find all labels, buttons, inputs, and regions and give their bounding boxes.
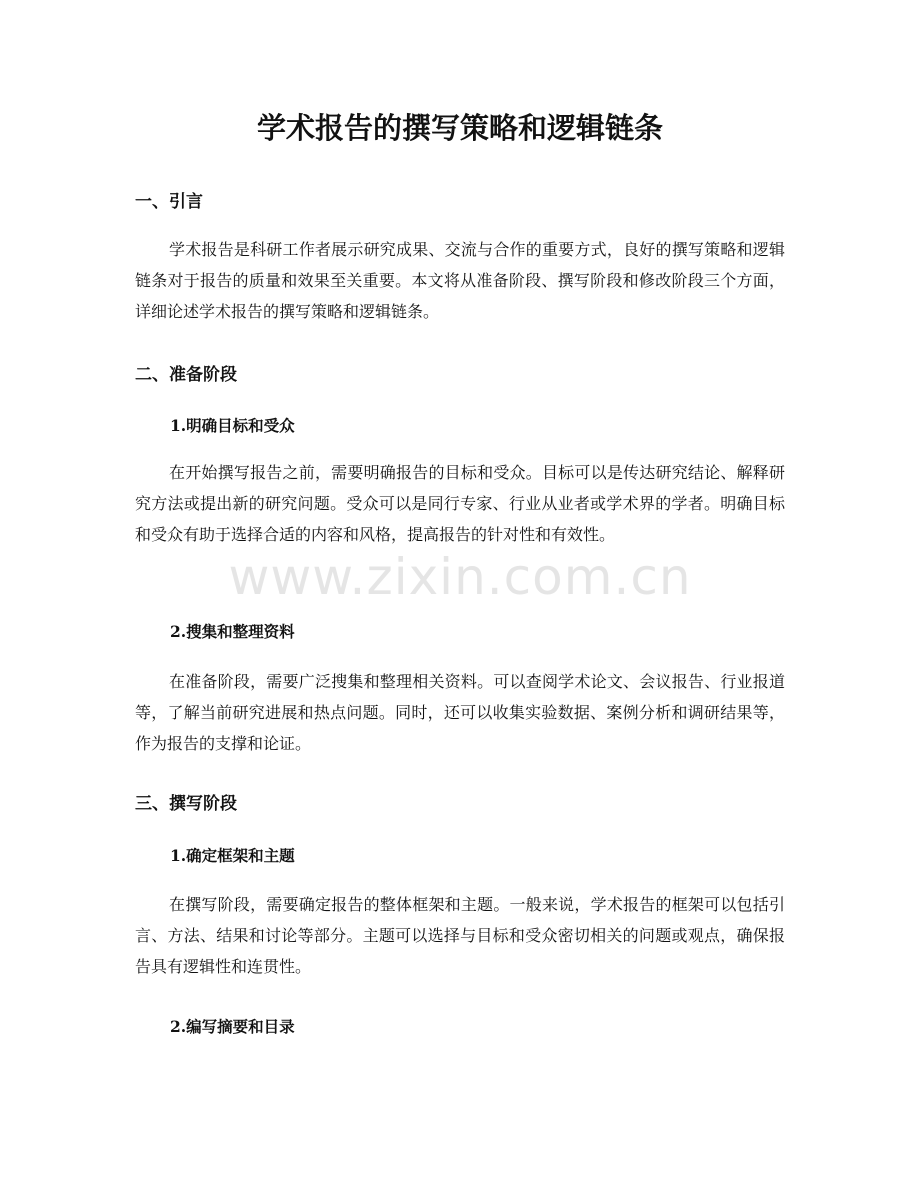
watermark: www.zixin.com.cn — [228, 548, 692, 606]
subheading-framework-topic: 1.确定框架和主题 — [170, 846, 295, 865]
framework-topic-paragraph: 在撰写阶段，需要确定报告的整体框架和主题。一般来说，学术报告的框架可以包括引言、方法、结果和讨论等部分。主题可以选择与目标和受众密切相关的问题或观点，确保报告具有逻辑性和连贯性。 — [135, 895, 785, 976]
collect-materials-paragraph: 在准备阶段，需要广泛搜集和整理相关资料。可以查阅学术论文、会议报告、行业报道等，了解当前研究进展和热点问题。同时，还可以收集实验数据、案例分析和调研结果等，作为报告的支撑和论证。 — [135, 672, 785, 753]
introduction-paragraph: 学术报告是科研工作者展示研究成果、交流与合作的重要方式，良好的撰写策略和逻辑链条对于报告的质量和效果至关重要。本文将从准备阶段、撰写阶段和修改阶段三个方面，详细论述学术报告的撰写策略和逻辑链条。 — [135, 240, 785, 321]
page-title: 学术报告的撰写策略和逻辑链条 — [256, 111, 663, 145]
section-heading-introduction: 一、引言 — [135, 192, 203, 212]
subheading-goals-audience: 1.明确目标和受众 — [170, 416, 295, 435]
goals-audience-paragraph: 在开始撰写报告之前，需要明确报告的目标和受众。目标可以是传达研究结论、解释研究方法或提出新的研究问题。受众可以是同行专家、行业从业者或学术界的学者。明确目标和受众有助于选择合适的内容和风格，提高报告的针对性和有效性。 — [135, 463, 785, 544]
section-heading-preparation: 二、准备阶段 — [135, 365, 237, 385]
section-heading-writing: 三、撰写阶段 — [135, 794, 237, 814]
subheading-collect-materials: 2.搜集和整理资料 — [170, 622, 295, 641]
subheading-abstract-toc: 2.编写摘要和目录 — [170, 1017, 295, 1036]
